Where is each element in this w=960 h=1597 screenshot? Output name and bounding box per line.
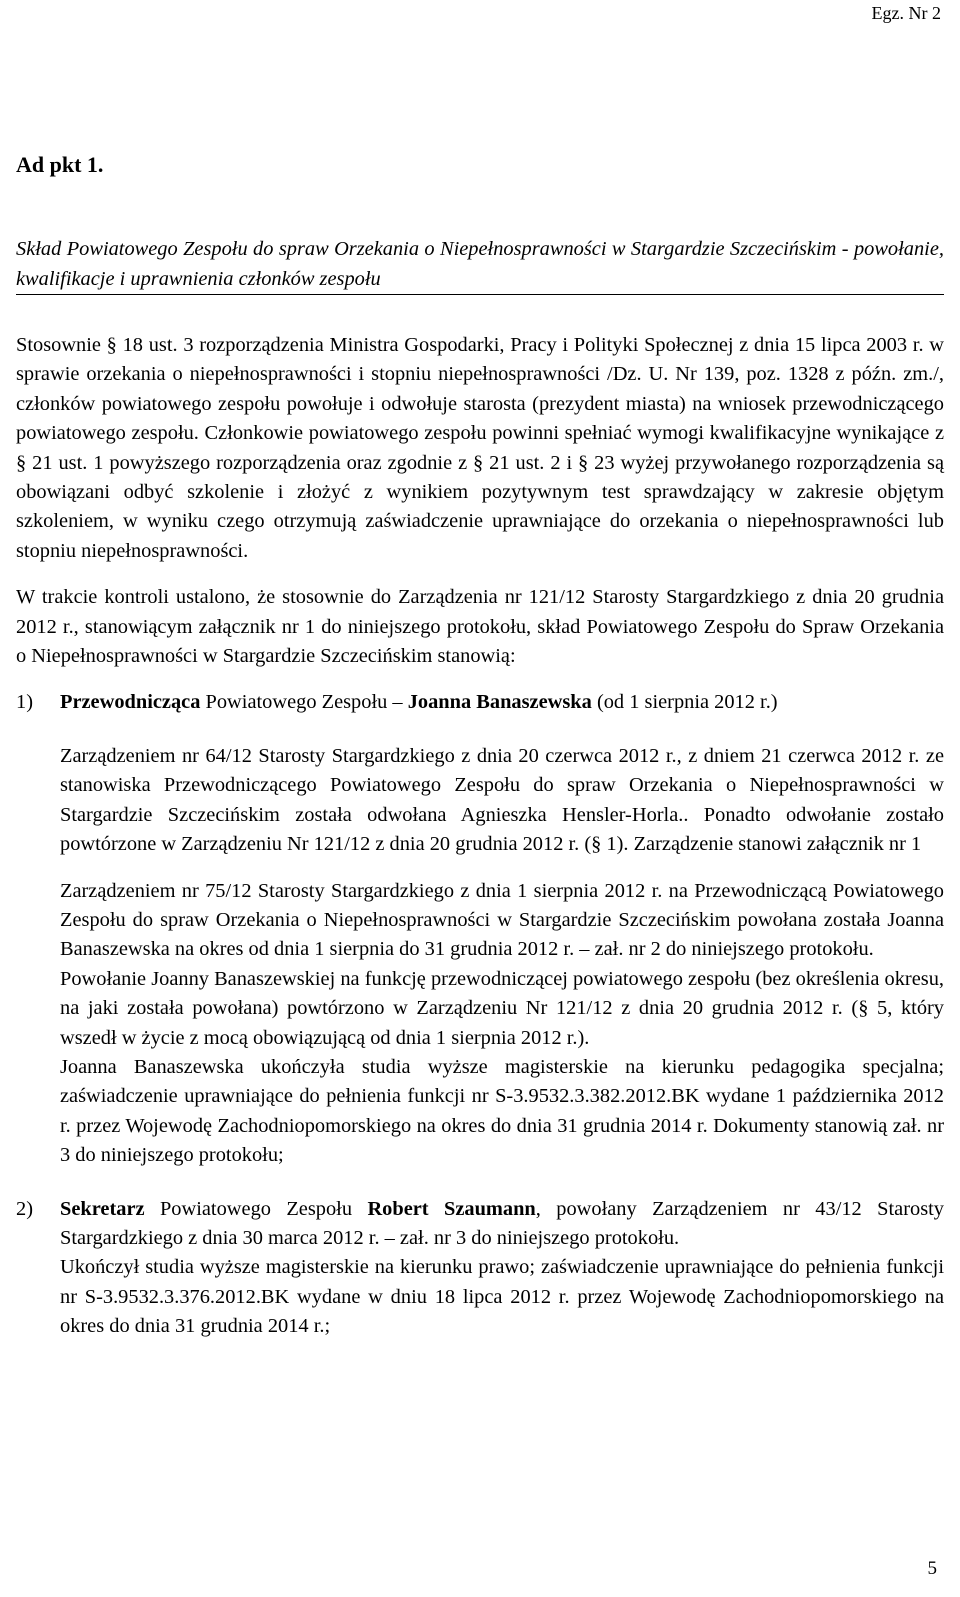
legal-basis-paragraph: Stosownie § 18 ust. 3 rozporządzenia Ministra Gospodarki, Pracy i Polityki Społecznej z dnia 15 lipca 2003 r. w sprawie orzekania o niepełnosprawności i stopniu niepełnosprawności /Dz. U. Nr 139, poz. 1328 z późn. zm./, członków powiatowego zespołu powołuje i odwołuje starosta (prezydent miasta) na wniosek przewodniczącego powiatowego zespołu. Członkowie powiatowego zespołu powinni spełniać wymogi kwalifikacyjne wynikające z § 21 ust. 1 powyższego rozporządzenia oraz zgodnie z § 21 ust. 2 i § 23 wyżej przywołanego rozporządzenia są obowiązani odbyć szkolenie i złożyć z wynikiem pozytywnym test sprawdzający w zakresie objętym szkoleniem, w wyniku czego otrzymują zaświadczenie uprawniające do orzekania o niepełnosprawności lub stopniu niepełnosprawności. (16, 334, 944, 562)
page-number: 5 (927, 1558, 937, 1579)
member-text-before-name: Powiatowego Zespołu (144, 1197, 368, 1220)
section-heading: Ad pkt 1. (16, 152, 104, 177)
member-detail-paragraph: Joanna Banaszewska ukończyła studia wyższe magisterskie na kierunku pedagogika specjalna; zaświadczenie uprawniające do pełnienia funkcji nr S-3.9532.3.382.2012.BK wydane 1 października 2012 r. przez Wojewodę Zachodniopomorskiego na okres do dnia 31 grudnia 2014 r. Dokumenty stanowią zał. nr 3 do niniejszego protokołu; (60, 1055, 944, 1167)
member-name: Joanna Banaszewska (407, 691, 592, 714)
member-item-chair (16, 688, 944, 1170)
member-detail-paragraph: Powołanie Joanny Banaszewskiej na funkcję przewodniczącej powiatowego zespołu (bez określenia okresu, na jaki została powołana) powtórzono w Zarządzeniu Nr 121/12 z dnia 20 grudnia 2012 r. (§ 5, który wszedł w życie z mocą obowiązującą od dnia 1 sierpnia 2012 r.). (60, 967, 944, 1049)
section-subject: Skład Powiatowego Zespołu do spraw Orzekania o Niepełnosprawności w Stargardzie Szczecińskim - powołanie, kwalifikacje i uprawnienia członków zespołu (16, 234, 944, 295)
member-role: Przewodnicząca (60, 691, 201, 714)
copy-number-label: Egz. Nr 2 (871, 3, 941, 23)
member-text-after-name: (od 1 sierpnia 2012 r.) (591, 691, 778, 714)
member-detail-paragraph: Zarządzeniem nr 64/12 Starosty Stargardzkiego z dnia 20 czerwca 2012 r., z dniem 21 czerwca 2012 r. ze stanowiska Przewodniczącego Powiatowego Zespołu do spraw Orzekania o Niepełnosprawności w Stargardzie Szczecińskim została odwołana Agnieszka Hensler-Horla.. Ponadto odwołanie zostało powtórzone w Zarządzeniu Nr 121/12 z dnia 20 grudnia 2012 r. (§ 1). Zarządzenie stanowi załącznik nr 1 (60, 744, 944, 856)
document-body (16, 150, 944, 1342)
member-heading (60, 688, 944, 717)
member-detail-paragraph: Zarządzeniem nr 75/12 Starosty Stargardzkiego z dnia 1 sierpnia 2012 r. na Przewodniczącą Powiatowego Zespołu do spraw Orzekania o Niepełnosprawności w Stargardzie Szczecińskim powołana została Joanna Banaszewska na okres od dnia 1 sierpnia do 31 grudnia 2012 r. – zał. nr 2 do niniejszego protokołu. (60, 879, 944, 961)
member-item-secretary (16, 1195, 944, 1342)
member-text-before-name: Powiatowego Zespołu – (200, 691, 408, 714)
list-number: 2) (16, 1197, 33, 1220)
member-role: Sekretarz (60, 1197, 145, 1220)
member-name: Robert Szaumann (367, 1197, 536, 1220)
member-text-after-name: , powołany Zarządzeniem nr 43/12 Starosty Stargardzkiego z dnia 30 marca 2012 r. – zał. nr 3 do niniejszego protokołu. (60, 1197, 944, 1249)
members-list (16, 688, 944, 1341)
list-number: 1) (16, 691, 33, 714)
findings-paragraph: W trakcie kontroli ustalono, że stosownie do Zarządzenia nr 121/12 Starosty Stargardzkiego z dnia 20 grudnia 2012 r., stanowiącym załącznik nr 1 do niniejszego protokołu, skład Powiatowego Zespołu do Spraw Orzekania o Niepełnosprawności w Stargardzie Szczecińskim stanowią: (16, 586, 944, 668)
member-detail-paragraph: Ukończył studia wyższe magisterskie na kierunku prawo; zaświadczenie uprawniające do pełnienia funkcji nr S-3.9532.3.376.2012.BK wydane w dniu 18 lipca 2012 r. przez Wojewodę Zachodniopomorskiego na okres do dnia 31 grudnia 2014 r.; (60, 1256, 944, 1338)
member-heading (60, 1195, 944, 1254)
